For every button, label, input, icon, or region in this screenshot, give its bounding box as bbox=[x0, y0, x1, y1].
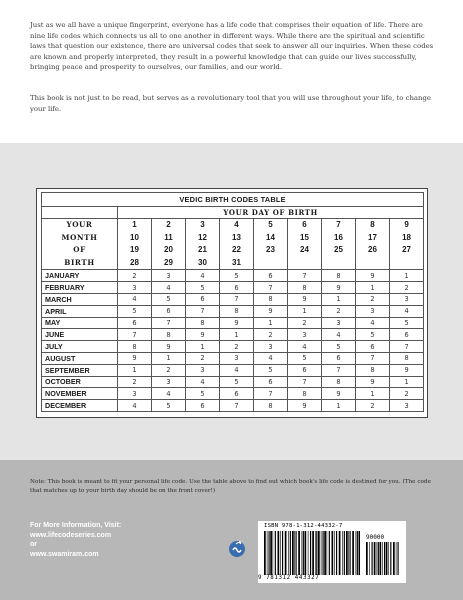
link-lifecodeseries[interactable]: www.lifecodeseries.com bbox=[30, 531, 112, 539]
barcode-bar bbox=[324, 531, 326, 575]
code-cell: 7 bbox=[254, 388, 288, 400]
barcode-bar bbox=[270, 531, 272, 575]
month-cell: MAY bbox=[42, 317, 118, 329]
code-cell: 6 bbox=[322, 352, 356, 364]
month-cell: OCTOBER bbox=[42, 376, 118, 388]
barcode-bar bbox=[275, 531, 276, 575]
code-cell: 1 bbox=[390, 376, 424, 388]
barcode-bar bbox=[369, 542, 370, 575]
code-cell: 7 bbox=[220, 400, 254, 412]
code-cell: 3 bbox=[118, 282, 152, 294]
table-row bbox=[42, 305, 424, 317]
code-cell: 4 bbox=[356, 317, 390, 329]
code-cell: 2 bbox=[118, 376, 152, 388]
code-cell: 3 bbox=[356, 305, 390, 317]
barcode-bar bbox=[290, 531, 291, 575]
code-cell: 3 bbox=[220, 352, 254, 364]
code-cell: 2 bbox=[288, 317, 322, 329]
barcode-digits: 9 781312 443327 bbox=[258, 575, 320, 581]
code-cell: 4 bbox=[186, 376, 220, 388]
barcode-bar bbox=[323, 531, 324, 575]
barcode-bar bbox=[346, 531, 348, 575]
vedic-birth-codes-table bbox=[41, 192, 424, 412]
table-corner bbox=[42, 207, 118, 219]
code-cell: 7 bbox=[288, 270, 322, 282]
barcode-bar bbox=[372, 542, 373, 575]
code-cell: 8 bbox=[288, 282, 322, 294]
code-cell: 8 bbox=[390, 352, 424, 364]
code-cell: 3 bbox=[390, 400, 424, 412]
barcode-bar bbox=[348, 531, 349, 575]
day-column-header: 2 11 20 29 bbox=[152, 219, 186, 270]
code-cell: 6 bbox=[288, 364, 322, 376]
table-row bbox=[42, 293, 424, 305]
code-cell: 6 bbox=[220, 388, 254, 400]
code-cell: 9 bbox=[152, 341, 186, 353]
code-cell: 2 bbox=[152, 364, 186, 376]
barcode-bar bbox=[264, 531, 266, 575]
month-cell: NOVEMBER bbox=[42, 388, 118, 400]
code-cell: 5 bbox=[288, 352, 322, 364]
code-cell: 1 bbox=[322, 400, 356, 412]
code-cell: 7 bbox=[220, 293, 254, 305]
code-cell: 4 bbox=[118, 293, 152, 305]
barcode-bar bbox=[302, 531, 303, 575]
barcode-bar bbox=[321, 531, 322, 575]
code-cell: 2 bbox=[390, 282, 424, 294]
code-cell: 6 bbox=[254, 270, 288, 282]
barcode-bar bbox=[305, 531, 307, 575]
code-cell: 9 bbox=[288, 293, 322, 305]
table-row bbox=[42, 317, 424, 329]
code-cell: 2 bbox=[322, 305, 356, 317]
code-cell: 8 bbox=[186, 317, 220, 329]
code-cell: 6 bbox=[390, 329, 424, 341]
barcode-bar bbox=[350, 531, 351, 575]
code-cell: 5 bbox=[152, 400, 186, 412]
month-cell: JANUARY bbox=[42, 270, 118, 282]
table-row bbox=[42, 388, 424, 400]
table-title: VEDIC BIRTH CODES TABLE bbox=[42, 193, 424, 207]
table-row bbox=[42, 282, 424, 294]
code-cell: 2 bbox=[254, 329, 288, 341]
barcode-bar bbox=[396, 542, 397, 575]
code-cell: 2 bbox=[220, 341, 254, 353]
code-cell: 9 bbox=[356, 376, 390, 388]
info-heading: For More Information, Visit: bbox=[30, 522, 122, 529]
month-cell: JULY bbox=[42, 341, 118, 353]
table-row bbox=[42, 329, 424, 341]
barcode-bar bbox=[267, 531, 268, 575]
code-cell: 5 bbox=[186, 282, 220, 294]
code-cell: 9 bbox=[220, 317, 254, 329]
top-section bbox=[0, 0, 463, 143]
table-subheader: YOUR DAY OF BIRTH bbox=[118, 207, 424, 219]
code-cell: 5 bbox=[186, 388, 220, 400]
code-cell: 5 bbox=[118, 305, 152, 317]
code-cell: 4 bbox=[288, 341, 322, 353]
code-cell: 3 bbox=[186, 364, 220, 376]
barcode-bar bbox=[357, 531, 358, 575]
code-cell: 5 bbox=[390, 317, 424, 329]
code-cell: 8 bbox=[152, 329, 186, 341]
day-column-header: 5 14 23 bbox=[254, 219, 288, 270]
barcode-bar bbox=[278, 531, 280, 575]
barcode-bar bbox=[342, 531, 343, 575]
link-swamiram[interactable]: www.swamiram.com bbox=[30, 550, 99, 558]
code-cell: 9 bbox=[288, 400, 322, 412]
code-cell: 1 bbox=[118, 364, 152, 376]
code-cell: 9 bbox=[390, 364, 424, 376]
day-column-header: 9 18 27 bbox=[390, 219, 424, 270]
code-cell: 3 bbox=[288, 329, 322, 341]
code-cell: 7 bbox=[118, 329, 152, 341]
code-cell: 6 bbox=[152, 305, 186, 317]
code-cell: 9 bbox=[322, 388, 356, 400]
code-cell: 8 bbox=[322, 376, 356, 388]
barcode-bar bbox=[390, 542, 391, 575]
day-column-header: 1 10 19 28 bbox=[118, 219, 152, 270]
code-cell: 6 bbox=[118, 317, 152, 329]
barcode-bar bbox=[388, 542, 389, 575]
code-cell: 1 bbox=[390, 270, 424, 282]
code-cell: 3 bbox=[254, 341, 288, 353]
barcode-bar bbox=[374, 542, 376, 575]
code-cell: 9 bbox=[186, 329, 220, 341]
code-cell: 4 bbox=[186, 270, 220, 282]
barcode-bar bbox=[386, 542, 388, 575]
code-cell: 8 bbox=[356, 364, 390, 376]
code-cell: 3 bbox=[152, 376, 186, 388]
price-code: 90000 bbox=[366, 534, 385, 541]
barcode-bar bbox=[318, 531, 320, 575]
more-info bbox=[30, 521, 121, 559]
code-cell: 8 bbox=[322, 270, 356, 282]
code-cell: 8 bbox=[118, 341, 152, 353]
table-row bbox=[42, 270, 424, 282]
month-cell: DECEMBER bbox=[42, 400, 118, 412]
code-cell: 1 bbox=[322, 293, 356, 305]
month-header: YOUR MONTH OF BIRTH bbox=[42, 219, 118, 270]
barcode-bar bbox=[378, 542, 379, 575]
code-cell: 8 bbox=[254, 293, 288, 305]
code-cell: 3 bbox=[118, 388, 152, 400]
code-cell: 5 bbox=[254, 364, 288, 376]
code-cell: 6 bbox=[220, 282, 254, 294]
code-cell: 1 bbox=[186, 341, 220, 353]
code-cell: 2 bbox=[186, 352, 220, 364]
code-cell: 4 bbox=[152, 282, 186, 294]
code-cell: 7 bbox=[322, 364, 356, 376]
table-row bbox=[42, 341, 424, 353]
day-column-header: 7 16 25 bbox=[322, 219, 356, 270]
code-cell: 1 bbox=[254, 317, 288, 329]
barcode-bar bbox=[398, 542, 399, 575]
barcode-bar bbox=[303, 531, 304, 575]
day-column-header: 4 13 22 31 bbox=[220, 219, 254, 270]
barcode-bars bbox=[264, 531, 360, 575]
table-row bbox=[42, 352, 424, 364]
code-cell: 5 bbox=[356, 329, 390, 341]
code-cell: 7 bbox=[356, 352, 390, 364]
barcode-bar bbox=[298, 531, 300, 575]
table-row bbox=[42, 364, 424, 376]
info-or: or bbox=[30, 541, 37, 549]
barcode-bar bbox=[334, 531, 335, 575]
code-cell: 2 bbox=[390, 388, 424, 400]
code-cell: 4 bbox=[152, 388, 186, 400]
om-symbol-icon bbox=[228, 538, 246, 558]
intro-paragraph-1: Just as we all have a unique fingerprint, everyone has a life code that comprises their equation of life. There are nine life codes which connects us all to one another in different ways. While there are the spiritual and scientific laws that question our existence, there are universal codes that seek to answer all our inquiries. When these codes are known and properly interpreted, they result in a powerful knowledge that can guide our lives successfully, bringing peace and prosperity to ourselves, our families, and our world. bbox=[30, 21, 434, 72]
code-cell: 5 bbox=[220, 376, 254, 388]
barcode-bar bbox=[316, 531, 317, 575]
code-cell: 4 bbox=[220, 364, 254, 376]
barcode-bar bbox=[269, 531, 270, 575]
barcode-bar bbox=[288, 531, 289, 575]
code-cell: 1 bbox=[152, 352, 186, 364]
barcode-bar bbox=[296, 531, 297, 575]
code-cell: 9 bbox=[254, 305, 288, 317]
barcode-bar bbox=[294, 531, 295, 575]
barcode-bar bbox=[366, 542, 368, 575]
barcode-bar bbox=[310, 531, 311, 575]
code-cell: 8 bbox=[288, 388, 322, 400]
day-column-header: 3 12 21 30 bbox=[186, 219, 220, 270]
code-cell: 1 bbox=[220, 329, 254, 341]
code-cell: 4 bbox=[390, 305, 424, 317]
code-cell: 7 bbox=[390, 341, 424, 353]
barcode-bar bbox=[344, 531, 345, 575]
code-cell: 6 bbox=[186, 293, 220, 305]
barcode-bar bbox=[273, 531, 274, 575]
code-cell: 2 bbox=[118, 270, 152, 282]
month-cell: APRIL bbox=[42, 305, 118, 317]
code-cell: 4 bbox=[118, 400, 152, 412]
barcode-bar bbox=[315, 531, 316, 575]
code-cell: 7 bbox=[254, 282, 288, 294]
code-cell: 9 bbox=[356, 270, 390, 282]
code-cell: 6 bbox=[356, 341, 390, 353]
code-cell: 9 bbox=[322, 282, 356, 294]
code-cell: 5 bbox=[152, 293, 186, 305]
code-cell: 7 bbox=[288, 376, 322, 388]
barcode-bar bbox=[332, 531, 334, 575]
barcode-bar bbox=[280, 531, 281, 575]
note-text: Note: This book is meant to fit your personal life code. Use the table above to find out which book's life code is destined for you. (The code that matches up to your birth day should be on the front cover!) bbox=[30, 479, 431, 494]
barcode-bar bbox=[282, 531, 283, 575]
code-cell: 7 bbox=[152, 317, 186, 329]
code-cell: 4 bbox=[322, 329, 356, 341]
code-cell: 1 bbox=[356, 388, 390, 400]
barcode-bar bbox=[329, 531, 330, 575]
month-cell: MARCH bbox=[42, 293, 118, 305]
code-cell: 1 bbox=[288, 305, 322, 317]
barcode-bar bbox=[312, 531, 314, 575]
month-cell: AUGUST bbox=[42, 352, 118, 364]
code-cell: 7 bbox=[186, 305, 220, 317]
table-row bbox=[42, 376, 424, 388]
day-column-header: 8 17 26 bbox=[356, 219, 390, 270]
code-cell: 4 bbox=[254, 352, 288, 364]
barcode-bar bbox=[359, 531, 361, 575]
code-cell: 2 bbox=[356, 293, 390, 305]
code-cell: 8 bbox=[254, 400, 288, 412]
barcode-bar bbox=[336, 531, 337, 575]
barcode-addon-bars bbox=[366, 542, 400, 575]
code-cell: 8 bbox=[220, 305, 254, 317]
code-cell: 3 bbox=[390, 293, 424, 305]
barcode-bar bbox=[292, 531, 294, 575]
barcode-bar bbox=[352, 531, 354, 575]
isbn-text: ISBN 978-1-312-44332-7 bbox=[264, 523, 343, 529]
month-cell: SEPTEMBER bbox=[42, 364, 118, 376]
code-cell: 3 bbox=[322, 317, 356, 329]
day-column-header: 6 15 24 bbox=[288, 219, 322, 270]
code-cell: 6 bbox=[186, 400, 220, 412]
month-cell: JUNE bbox=[42, 329, 118, 341]
barcode-bar bbox=[377, 542, 378, 575]
barcode-bar bbox=[327, 531, 328, 575]
code-cell: 5 bbox=[322, 341, 356, 353]
barcode-bar bbox=[382, 542, 383, 575]
barcode-bar bbox=[393, 542, 395, 575]
code-cell: 1 bbox=[356, 282, 390, 294]
month-cell: FEBRUARY bbox=[42, 282, 118, 294]
barcode-bar bbox=[308, 531, 309, 575]
isbn-barcode bbox=[258, 521, 406, 583]
intro-paragraph-2: This book is not just to be read, but serves as a revolutionary tool that you will use throughout your life, to change your life. bbox=[30, 94, 431, 113]
code-cell: 5 bbox=[220, 270, 254, 282]
table-row bbox=[42, 400, 424, 412]
code-cell: 3 bbox=[152, 270, 186, 282]
barcode-bar bbox=[339, 531, 341, 575]
code-cell: 6 bbox=[254, 376, 288, 388]
barcode-bar bbox=[356, 531, 357, 575]
code-cell: 2 bbox=[356, 400, 390, 412]
barcode-bar bbox=[380, 542, 382, 575]
barcode-bar bbox=[384, 542, 385, 575]
barcode-bar bbox=[285, 531, 287, 575]
code-cell: 9 bbox=[118, 352, 152, 364]
